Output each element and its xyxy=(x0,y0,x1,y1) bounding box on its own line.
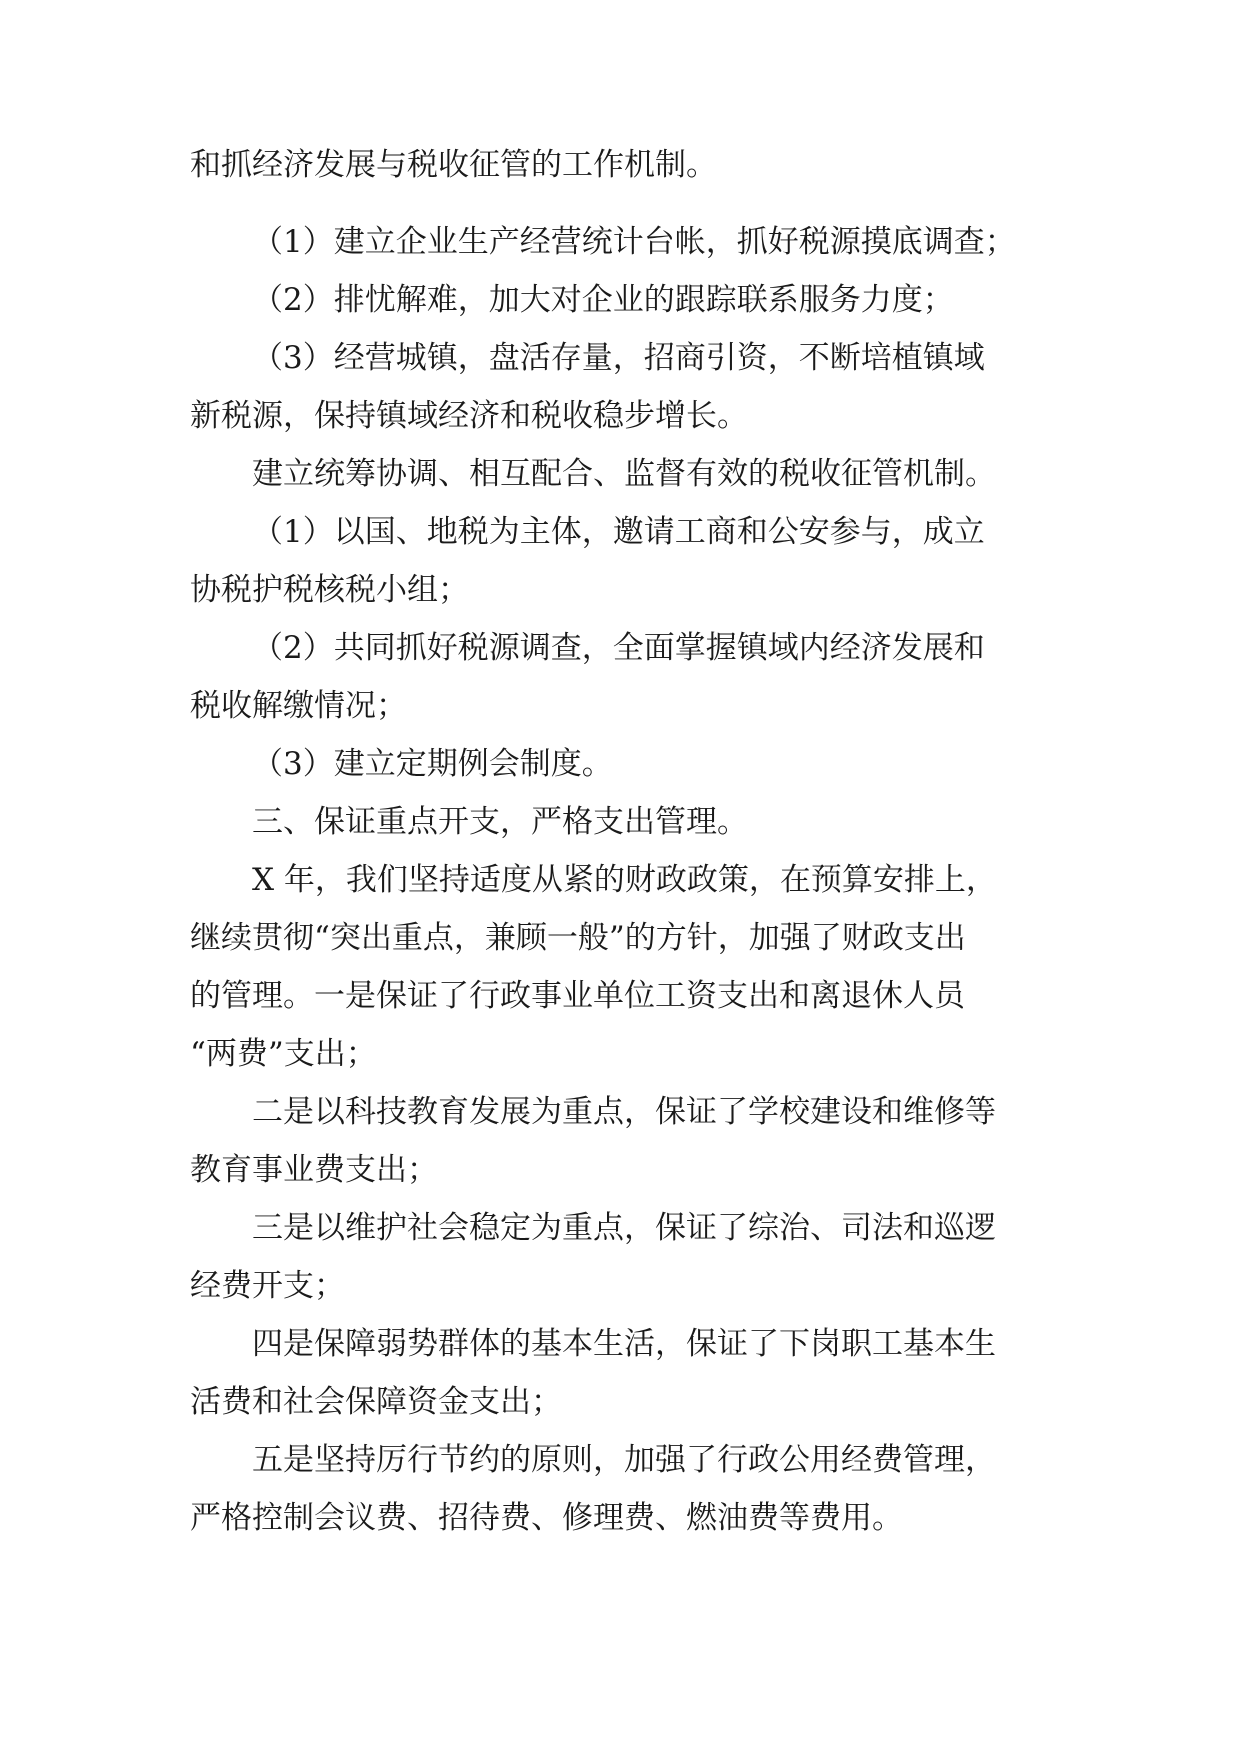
text-line: （1）以国、地税为主体，邀请工商和公安参与，成立 xyxy=(252,514,985,550)
text-line: 继续贯彻“突出重点，兼顾一般”的方针，加强了财政支出 xyxy=(190,920,966,956)
text-line: 活费和社会保障资金支出； xyxy=(190,1384,562,1420)
text-line: 三是以维护社会稳定为重点，保证了综治、司法和巡逻 xyxy=(252,1210,996,1246)
text-line: “两费”支出； xyxy=(190,1036,377,1072)
text-line: 三、保证重点开支，严格支出管理。 xyxy=(252,804,748,840)
text-line: 新税源，保持镇域经济和税收稳步增长。 xyxy=(190,398,748,434)
text-line: 和抓经济发展与税收征管的工作机制。 xyxy=(190,147,717,183)
text-line: 四是保障弱势群体的基本生活，保证了下岗职工基本生 xyxy=(252,1326,996,1362)
text-line: 税收解缴情况； xyxy=(190,688,407,724)
text-line: 建立统筹协调、相互配合、监督有效的税收征管机制。 xyxy=(252,456,996,492)
text-line: 教育事业费支出； xyxy=(190,1152,438,1188)
text-line: 经费开支； xyxy=(190,1268,345,1304)
text-line: 五是坚持厉行节约的原则，加强了行政公用经费管理， xyxy=(252,1442,996,1478)
text-line: （3）建立定期例会制度。 xyxy=(252,746,613,782)
text-line: 的管理。一是保证了行政事业单位工资支出和离退休人员 xyxy=(190,978,965,1014)
text-line: 二是以科技教育发展为重点，保证了学校建设和维修等 xyxy=(252,1094,996,1130)
text-line: 协税护税核税小组； xyxy=(190,572,469,608)
text-line: （2）排忧解难，加大对企业的跟踪联系服务力度； xyxy=(252,282,954,318)
text-line: X 年，我们坚持适度从紧的财政政策，在预算安排上， xyxy=(252,862,997,898)
text-line: （1）建立企业生产经营统计台帐，抓好税源摸底调查； xyxy=(252,224,1016,260)
text-line: （3）经营城镇，盘活存量，招商引资，不断培植镇域 xyxy=(252,340,985,376)
text-line: 严格控制会议费、招待费、修理费、燃油费等费用。 xyxy=(190,1500,903,1536)
text-line: （2）共同抓好税源调查，全面掌握镇域内经济发展和 xyxy=(252,630,985,666)
